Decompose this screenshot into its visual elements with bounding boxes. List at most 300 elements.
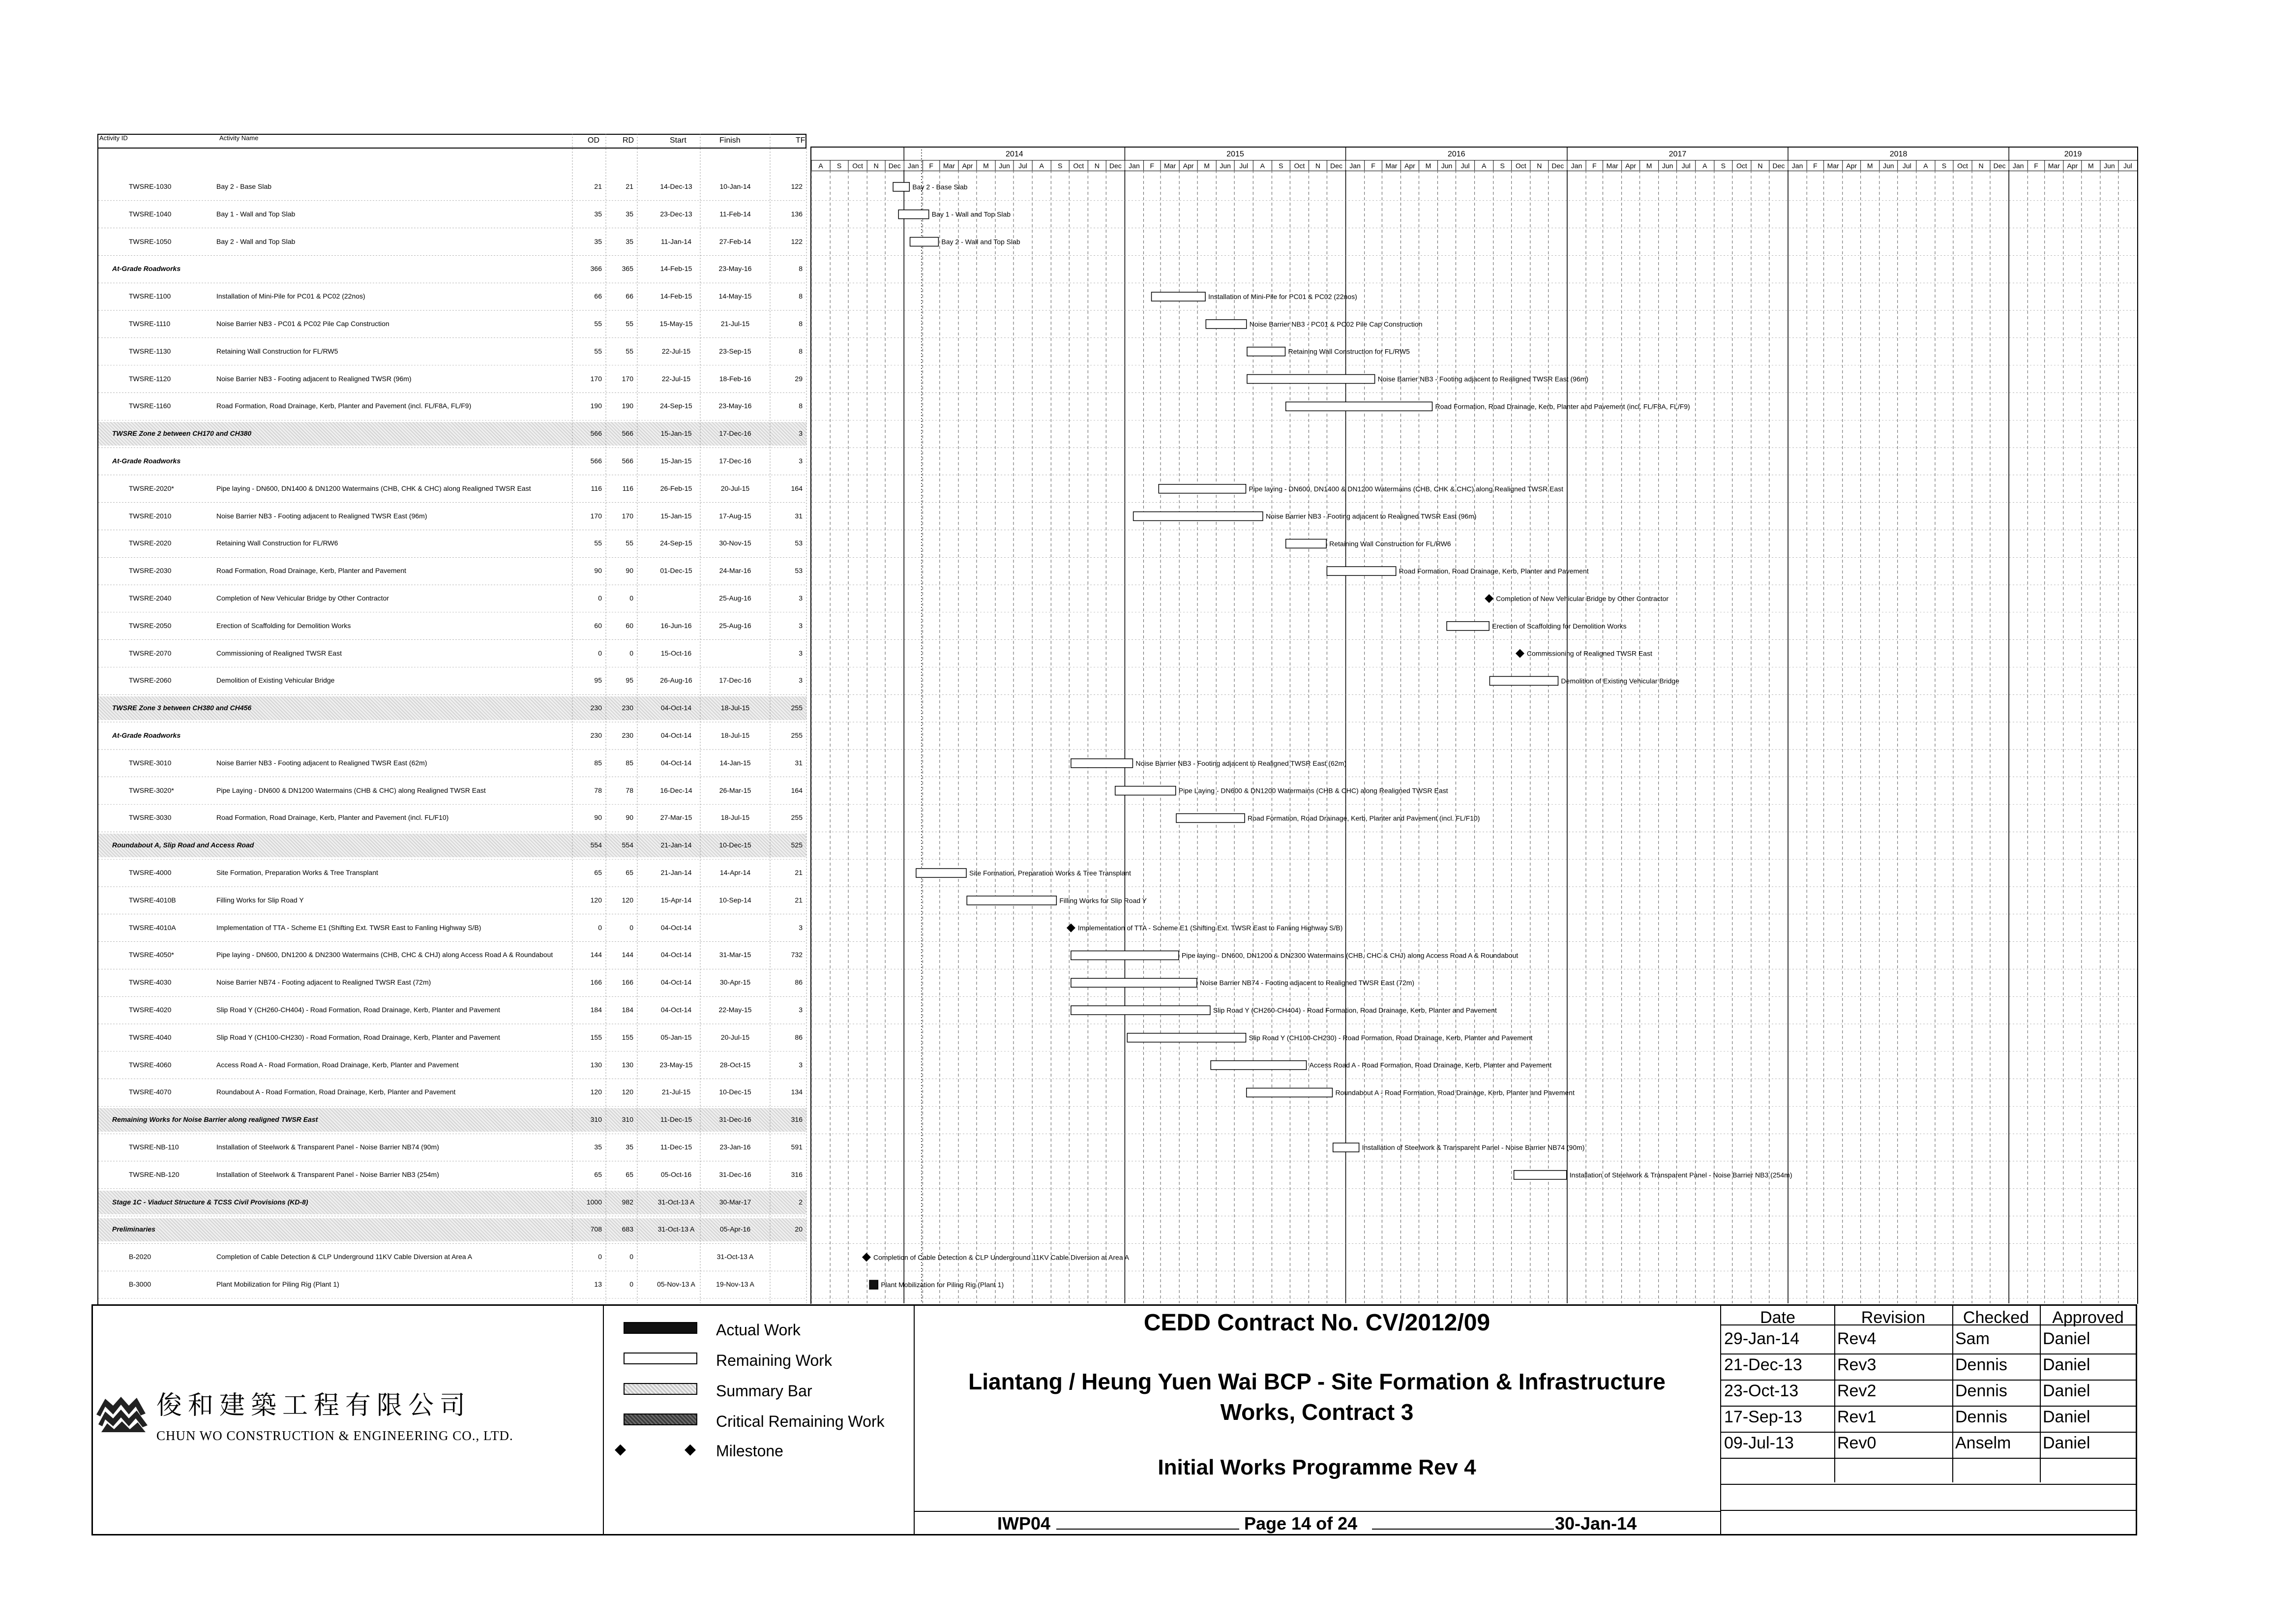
- original-duration: 310: [590, 1115, 602, 1124]
- start-date: 22-Jul-15: [661, 374, 691, 383]
- group-name: At-Grade Roadworks: [112, 456, 181, 465]
- finish-date: 10-Sep-14: [719, 896, 751, 904]
- activity-name: Road Formation, Road Drainage, Kerb, Planter and Pavement: [216, 567, 406, 575]
- remaining-duration: 85: [626, 758, 633, 767]
- total-float: 525: [791, 841, 803, 849]
- activity-name: Slip Road Y (CH100-CH230) - Road Formation, Road Drainage, Kerb, Planter and Pavement: [216, 1033, 500, 1041]
- activity-id: TWSRE-1030: [129, 182, 172, 190]
- start-date: 11-Dec-15: [660, 1115, 692, 1124]
- month-label: A: [1482, 162, 1487, 170]
- month-label: A: [1923, 162, 1928, 170]
- month-label: Dec: [1772, 162, 1785, 170]
- activity-bar-label: Installation of Steelwork & Transparent Panel - Noise Barrier NB74 (90m): [1362, 1143, 1585, 1152]
- month-label: Mar: [2048, 162, 2060, 170]
- finish-date: 17-Aug-15: [719, 511, 751, 520]
- original-duration: 0: [598, 1253, 602, 1261]
- month-label: M: [1425, 162, 1431, 170]
- revision-table-rule: [1721, 1380, 2137, 1381]
- remaining-duration: 310: [622, 1115, 633, 1124]
- contract-number: CEDD Contract No. CV/2012/09: [1143, 1310, 1491, 1336]
- original-duration: 166: [590, 978, 602, 987]
- original-duration: 95: [594, 676, 602, 685]
- activity-id: TWSRE-NB-120: [129, 1170, 179, 1178]
- milestone-label: Completion of New Vehicular Bridge by Other Contractor: [1496, 594, 1669, 602]
- month-label: M: [983, 162, 989, 170]
- activity-id: TWSRE-4050*: [129, 951, 174, 959]
- total-float: 134: [791, 1088, 803, 1096]
- timeline-header: [810, 147, 2138, 171]
- activity-id: TWSRE-4070: [129, 1088, 172, 1096]
- start-date: 23-Dec-13: [660, 210, 692, 218]
- column-header-rd: RD: [623, 136, 634, 145]
- title-block-divider-revisions: [1720, 1304, 1721, 1535]
- activity-bar-label: Roundabout A - Road Formation, Road Drainage, Kerb, Planter and Pavement: [1335, 1088, 1575, 1097]
- original-duration: 144: [590, 951, 602, 959]
- remaining-duration: 120: [622, 1088, 633, 1096]
- month-label: F: [2034, 162, 2038, 170]
- finish-date: 21-Jul-15: [720, 319, 750, 328]
- remaining-duration: 116: [622, 484, 633, 492]
- company-logo-icon: [96, 1395, 150, 1434]
- gantt-body-frame: [810, 170, 2138, 1304]
- finish-date: 22-May-15: [718, 1006, 752, 1014]
- start-date: 15-Jan-15: [660, 456, 692, 465]
- activity-id: B-3000: [129, 1280, 151, 1289]
- remaining-duration: 144: [622, 951, 633, 959]
- milestone-label: Commissioning of Realigned TWSR East: [1526, 649, 1652, 658]
- activity-bar-label: Pipe Laying - DN600 & DN1200 Watermains (CHB & CHC) along Realigned TWSR East: [1178, 786, 1448, 795]
- month-label: Jul: [1018, 162, 1028, 170]
- finish-date: 31-Oct-13 A: [716, 1253, 754, 1261]
- finish-date: 28-Oct-15: [719, 1060, 751, 1069]
- revision-cell: 23-Oct-13: [1724, 1382, 1799, 1400]
- total-float: 31: [795, 758, 803, 767]
- activity-name: Installation of Mini-Pile for PC01 & PC02 (22nos): [216, 292, 365, 301]
- revision-cell: Daniel: [2043, 1355, 2090, 1374]
- finish-date: 10-Dec-15: [719, 1088, 751, 1096]
- remaining-duration: 170: [622, 374, 633, 383]
- revision-cell: Sam: [1955, 1329, 1990, 1348]
- revision-header-approved: Approved: [2052, 1308, 2124, 1327]
- activity-bar-label: Road Formation, Road Drainage, Kerb, Planter and Pavement (incl. FL/F10): [1248, 814, 1480, 822]
- activity-bar-label: Filling Works for Slip Road Y: [1059, 896, 1147, 904]
- month-label: A: [818, 162, 823, 170]
- original-duration: 120: [590, 1088, 602, 1096]
- month-label: F: [1592, 162, 1597, 170]
- start-date: 21-Jul-15: [661, 1088, 691, 1096]
- revision-cell: Dennis: [1955, 1408, 2007, 1426]
- finish-date: 23-May-16: [718, 265, 752, 273]
- activity-id: TWSRE-1160: [129, 402, 171, 410]
- start-date: 15-Apr-14: [660, 896, 692, 904]
- total-float: 164: [791, 484, 803, 492]
- remaining-duration: 78: [626, 786, 633, 794]
- activity-bar-label: Road Formation, Road Drainage, Kerb, Planter and Pavement: [1399, 567, 1589, 575]
- start-date: 05-Jan-15: [660, 1033, 692, 1041]
- activity-table-header: [97, 134, 806, 149]
- finish-date: 17-Dec-16: [719, 429, 751, 438]
- page-underline: [1372, 1529, 1554, 1530]
- legend-label-critical: Critical Remaining Work: [716, 1413, 885, 1430]
- remaining-duration: 683: [622, 1225, 633, 1233]
- finish-date: 18-Feb-16: [719, 374, 751, 383]
- revision-header-checked: Checked: [1963, 1308, 2029, 1327]
- month-label: Oct: [1515, 162, 1526, 170]
- finish-date: 23-Jan-16: [719, 1143, 751, 1151]
- revision-cell: Daniel: [2043, 1382, 2090, 1400]
- remaining-duration: 60: [626, 621, 633, 630]
- activity-name: Implementation of TTA - Scheme E1 (Shifting Ext. TWSR East to Fanling Highway S/B): [216, 923, 481, 932]
- activity-name: Pipe Laying - DN600 & DN1200 Watermains (CHB & CHC) along Realigned TWSR East: [216, 786, 486, 794]
- month-label: Oct: [1294, 162, 1305, 170]
- month-label: A: [1702, 162, 1707, 170]
- milestone-label: Completion of Cable Detection & CLP Underground 11KV Cable Diversion at Area A: [873, 1253, 1130, 1262]
- total-float: 316: [791, 1115, 803, 1124]
- remaining-duration: 65: [626, 869, 633, 877]
- remaining-duration: 0: [629, 1253, 633, 1261]
- remaining-duration: 230: [622, 704, 633, 712]
- activity-name: Retaining Wall Construction for FL/RW6: [216, 539, 338, 547]
- month-label: Mar: [943, 162, 955, 170]
- original-duration: 120: [590, 896, 602, 904]
- month-label: N: [1537, 162, 1542, 170]
- remaining-duration: 0: [629, 649, 633, 657]
- month-label: Jan: [1571, 162, 1582, 170]
- column-header-start: Start: [670, 136, 686, 145]
- total-float: 8: [799, 292, 803, 301]
- start-date: 15-Oct-16: [660, 649, 692, 657]
- original-duration: 366: [590, 265, 602, 273]
- revision-header-revision: Revision: [1861, 1308, 1926, 1327]
- project-title-line-2: Works, Contract 3: [1220, 1399, 1414, 1425]
- month-label: Mar: [1164, 162, 1176, 170]
- month-label: Jul: [1902, 162, 1911, 170]
- month-label: S: [1058, 162, 1063, 170]
- revision-cell: Rev1: [1837, 1408, 1877, 1426]
- activity-bar-label: Bay 2 - Base Slab: [912, 182, 968, 191]
- activity-name: Noise Barrier NB3 - Footing adjacent to Realigned TWSR East (62m): [216, 758, 427, 767]
- activity-bar-label: Noise Barrier NB3 - PC01 & PC02 Pile Cap Construction: [1249, 320, 1423, 328]
- month-label: Oct: [1957, 162, 1968, 170]
- finish-date: 18-Jul-15: [720, 731, 750, 739]
- activity-id: TWSRE-1050: [129, 237, 172, 245]
- revision-table-rule: [1721, 1432, 2137, 1433]
- month-label: N: [873, 162, 879, 170]
- month-label: Jan: [908, 162, 919, 170]
- month-label: Jul: [2123, 162, 2132, 170]
- activity-name: Slip Road Y (CH260-CH404) - Road Formation, Road Drainage, Kerb, Planter and Pavement: [216, 1006, 500, 1014]
- start-date: 16-Dec-14: [660, 786, 692, 794]
- original-duration: 35: [594, 1143, 602, 1151]
- finish-date: 31-Dec-16: [719, 1115, 751, 1124]
- finish-date: 18-Jul-15: [720, 704, 750, 712]
- start-date: 14-Feb-15: [660, 292, 692, 301]
- start-date: 14-Feb-15: [660, 265, 692, 273]
- activity-name: Roundabout A - Road Formation, Road Drainage, Kerb, Planter and Pavement: [216, 1088, 456, 1096]
- finish-date: 14-Apr-14: [719, 869, 751, 877]
- activity-name: Completion of New Vehicular Bridge by Other Contractor: [216, 594, 389, 602]
- month-label: Dec: [1551, 162, 1564, 170]
- revision-cell: Rev4: [1837, 1329, 1877, 1348]
- activity-name: Plant Mobilization for Piling Rig (Plant 1): [216, 1280, 339, 1289]
- activity-name: Noise Barrier NB3 - Footing adjacent to Realigned TWSR East (96m): [216, 511, 427, 520]
- month-label: N: [1758, 162, 1763, 170]
- activity-name: Noise Barrier NB74 - Footing adjacent to Realigned TWSR East (72m): [216, 978, 431, 987]
- revision-header-date: Date: [1760, 1308, 1795, 1327]
- legend-milestone-diamond-icon: ◆: [615, 1441, 626, 1458]
- column-header-activity-name: Activity Name: [219, 134, 259, 142]
- original-duration: 0: [598, 649, 602, 657]
- activity-id: TWSRE-4020: [129, 1006, 172, 1014]
- activity-bar-label: Installation of Mini-Pile for PC01 & PC02 (22nos): [1208, 293, 1357, 301]
- activity-bar-label: Retaining Wall Construction for FL/RW6: [1329, 540, 1451, 548]
- group-name: Preliminaries: [112, 1225, 155, 1233]
- start-date: 26-Aug-16: [660, 676, 692, 685]
- start-date: 04-Oct-14: [660, 1006, 692, 1014]
- activity-bar-label: Pipe laying - DN600, DN1400 & DN1200 Watermains (CHB, CHK & CHC) along Realigned TWSR East: [1249, 484, 1564, 493]
- month-label: Mar: [1385, 162, 1398, 170]
- finish-date: 20-Jul-15: [720, 1033, 750, 1041]
- revision-cell: 21-Dec-13: [1724, 1355, 1802, 1374]
- original-duration: 90: [594, 813, 602, 822]
- activity-name: Bay 2 - Wall and Top Slab: [216, 237, 296, 245]
- remaining-duration: 21: [626, 182, 633, 190]
- original-duration: 35: [594, 210, 602, 218]
- total-float: 2: [799, 1198, 803, 1206]
- total-float: 3: [799, 456, 803, 465]
- month-label: Oct: [1073, 162, 1084, 170]
- original-duration: 66: [594, 292, 602, 301]
- group-name: Roundabout A, Slip Road and Access Road: [112, 841, 254, 849]
- activity-id: TWSRE-4060: [129, 1060, 172, 1069]
- total-float: 3: [799, 676, 803, 685]
- total-float: 164: [791, 786, 803, 794]
- remaining-duration: 566: [622, 456, 633, 465]
- activity-bar-label: Slip Road Y (CH260-CH404) - Road Formation, Road Drainage, Kerb, Planter and Pavement: [1213, 1006, 1497, 1015]
- total-float: 3: [799, 649, 803, 657]
- revision-table-rule: [1721, 1458, 2137, 1459]
- total-float: 8: [799, 265, 803, 273]
- revision-table-rule: [1721, 1406, 2137, 1407]
- remaining-duration: 55: [626, 347, 633, 355]
- activity-id: TWSRE-2050: [129, 621, 172, 630]
- total-float: 31: [795, 511, 803, 520]
- original-duration: 1000: [586, 1198, 602, 1206]
- legend-milestone-diamond-icon-2: ◆: [685, 1441, 696, 1458]
- document-reference: IWP04: [997, 1513, 1051, 1534]
- issue-date: 30-Jan-14: [1555, 1513, 1637, 1534]
- finish-date: 23-Sep-15: [719, 347, 751, 355]
- original-duration: 21: [594, 182, 602, 190]
- start-date: 04-Oct-14: [660, 704, 692, 712]
- finish-date: 27-Feb-14: [719, 237, 751, 245]
- finish-date: 10-Jan-14: [719, 182, 751, 190]
- activity-bar-label: Installation of Steelwork & Transparent Panel - Noise Barrier NB3 (254m): [1569, 1171, 1792, 1179]
- activity-bar-label: Noise Barrier NB3 - Footing adjacent to Realigned TWSR East (96m): [1265, 512, 1477, 520]
- start-date: 04-Oct-14: [660, 923, 692, 932]
- activity-id: TWSRE-3020*: [129, 786, 174, 794]
- total-float: 8: [799, 319, 803, 328]
- original-duration: 230: [590, 704, 602, 712]
- month-label: N: [1094, 162, 1100, 170]
- month-label: S: [1279, 162, 1283, 170]
- month-label: S: [836, 162, 842, 170]
- start-date: 15-May-15: [659, 319, 693, 328]
- original-duration: 85: [594, 758, 602, 767]
- total-float: 53: [795, 539, 803, 547]
- revision-cell: Rev3: [1837, 1355, 1877, 1374]
- finish-date: 25-Aug-16: [719, 621, 751, 630]
- activity-id: TWSRE-1130: [129, 347, 171, 355]
- month-label: Jul: [1239, 162, 1249, 170]
- activity-id: TWSRE-2070: [129, 649, 172, 657]
- activity-name: Bay 1 - Wall and Top Slab: [216, 210, 296, 218]
- activity-bar-label: Noise Barrier NB3 - Footing adjacent to Realigned TWSR East (96m): [1377, 375, 1589, 383]
- remaining-duration: 90: [626, 567, 633, 575]
- year-label-2019: 2019: [2064, 150, 2082, 158]
- month-label: M: [1867, 162, 1873, 170]
- remaining-duration: 120: [622, 896, 633, 904]
- group-name: TWSRE Zone 2 between CH170 and CH380: [112, 429, 252, 438]
- title-block-divider-logo: [603, 1304, 604, 1535]
- revision-cell: Dennis: [1955, 1355, 2007, 1374]
- total-float: 122: [791, 182, 803, 190]
- activity-id: TWSRE-1100: [129, 292, 171, 301]
- month-label: Jun: [1882, 162, 1894, 170]
- legend-label-milestone: Milestone: [716, 1442, 783, 1460]
- total-float: 255: [791, 813, 803, 822]
- original-duration: 35: [594, 237, 602, 245]
- remaining-duration: 66: [626, 292, 633, 301]
- start-date: 31-Oct-13 A: [657, 1225, 695, 1233]
- total-float: 3: [799, 923, 803, 932]
- month-label: M: [1204, 162, 1210, 170]
- year-label-2017: 2017: [1669, 150, 1687, 158]
- original-duration: 184: [590, 1006, 602, 1014]
- activity-id: TWSRE-1110: [129, 319, 171, 328]
- month-label: S: [1941, 162, 1947, 170]
- remaining-duration: 170: [622, 511, 633, 520]
- activity-id: TWSRE-NB-110: [129, 1143, 179, 1151]
- activity-name: Site Formation, Preparation Works & Tree Transplant: [216, 869, 378, 877]
- original-duration: 116: [591, 484, 602, 492]
- activity-id: B-2020: [129, 1253, 151, 1261]
- total-float: 53: [795, 567, 803, 575]
- finish-date: 25-Aug-16: [719, 594, 751, 602]
- month-label: A: [1260, 162, 1265, 170]
- month-label: Apr: [1846, 162, 1857, 170]
- activity-id: TWSRE-4010A: [129, 923, 176, 932]
- finish-date: 10-Dec-15: [719, 841, 751, 849]
- month-label: F: [1813, 162, 1818, 170]
- original-duration: 130: [590, 1060, 602, 1069]
- remaining-duration: 365: [622, 265, 633, 273]
- activity-name: Noise Barrier NB3 - Footing adjacent to Realigned TWSR (96m): [216, 374, 412, 383]
- month-label: Oct: [1736, 162, 1747, 170]
- activity-bar-label: Retaining Wall Construction for FL/RW5: [1288, 347, 1410, 356]
- activity-bar-label: Erection of Scaffolding for Demolition Works: [1492, 622, 1627, 630]
- finish-date: 18-Jul-15: [720, 813, 750, 822]
- start-date: 22-Jul-15: [661, 347, 691, 355]
- month-label: F: [1150, 162, 1155, 170]
- month-label: Jun: [1441, 162, 1453, 170]
- start-date: 24-Sep-15: [660, 402, 692, 410]
- activity-bar-label: Plant Mobilization for Piling Rig (Plant 1): [881, 1281, 1004, 1289]
- group-name: Stage 1C - Viaduct Structure & TCSS Civil Provisions (KD-8): [112, 1198, 308, 1206]
- revision-table-column-rule: [2040, 1304, 2041, 1482]
- finish-date: 05-Apr-16: [719, 1225, 751, 1233]
- finish-date: 11-Feb-14: [719, 210, 751, 218]
- month-label: A: [1039, 162, 1044, 170]
- start-date: 04-Oct-14: [660, 758, 692, 767]
- activity-bar-label: Noise Barrier NB74 - Footing adjacent to Realigned TWSR East (72m): [1199, 979, 1415, 987]
- year-label-2015: 2015: [1226, 150, 1244, 158]
- activity-bar-label: Access Road A - Road Formation, Road Drainage, Kerb, Planter and Pavement: [1309, 1061, 1552, 1069]
- column-header-activity-id: Activity ID: [99, 134, 128, 142]
- month-label: Mar: [1827, 162, 1839, 170]
- activity-name: Commissioning of Realigned TWSR East: [216, 649, 342, 657]
- original-duration: 13: [594, 1280, 602, 1289]
- start-date: 05-Oct-16: [660, 1170, 692, 1178]
- total-float: 29: [795, 374, 803, 383]
- remaining-duration: 35: [626, 210, 633, 218]
- remaining-duration: 55: [626, 539, 633, 547]
- revision-cell: Daniel: [2043, 1434, 2090, 1452]
- finish-date: 17-Dec-16: [719, 456, 751, 465]
- original-duration: 78: [594, 786, 602, 794]
- legend-label-remaining: Remaining Work: [716, 1352, 832, 1369]
- remaining-duration: 566: [622, 429, 633, 438]
- month-label: Apr: [1404, 162, 1415, 170]
- remaining-duration: 0: [629, 1280, 633, 1289]
- activity-name: Bay 2 - Base Slab: [216, 182, 272, 190]
- group-name: At-Grade Roadworks: [112, 731, 181, 739]
- month-label: Apr: [962, 162, 973, 170]
- original-duration: 566: [590, 429, 602, 438]
- activity-name: Pipe laying - DN600, DN1200 & DN2300 Watermains (CHB, CHC & CHJ) along Access Road A & Roundabout: [216, 951, 553, 959]
- month-label: Jan: [1791, 162, 1803, 170]
- title-block-footer-line: [914, 1511, 1720, 1512]
- total-float: 316: [791, 1170, 803, 1178]
- start-date: 14-Dec-13: [660, 182, 692, 190]
- remaining-duration: 184: [622, 1006, 633, 1014]
- remaining-duration: 65: [626, 1170, 633, 1178]
- year-label-2018: 2018: [1889, 150, 1908, 158]
- revision-table-rule: [1721, 1353, 2137, 1354]
- group-name: At-Grade Roadworks: [112, 265, 181, 273]
- activity-bar-label: Noise Barrier NB3 - Footing adjacent to Realigned TWSR East (62m): [1135, 759, 1346, 767]
- original-duration: 55: [594, 539, 602, 547]
- finish-date: 24-Mar-16: [719, 567, 751, 575]
- month-label: Jun: [1662, 162, 1673, 170]
- start-date: 15-Jan-15: [660, 429, 692, 438]
- activity-id: TWSRE-4030: [129, 978, 172, 987]
- month-label: N: [1315, 162, 1320, 170]
- total-float: 21: [795, 896, 803, 904]
- start-date: 05-Nov-13 A: [657, 1280, 695, 1289]
- company-name-chinese: 俊和建築工程有限公司: [156, 1391, 472, 1420]
- revision-cell: Rev0: [1837, 1434, 1877, 1452]
- page-number: Page 14 of 24: [1244, 1513, 1358, 1534]
- column-header-finish: Finish: [719, 136, 741, 145]
- revision-table-column-rule: [1952, 1304, 1953, 1482]
- activity-id: TWSRE-2010: [129, 511, 172, 520]
- month-label: Jun: [999, 162, 1010, 170]
- activity-name: Demolition of Existing Vehicular Bridge: [216, 676, 335, 685]
- legend-swatch-summary: [624, 1383, 697, 1395]
- finish-date: 20-Jul-15: [720, 484, 750, 492]
- month-label: Jun: [1220, 162, 1231, 170]
